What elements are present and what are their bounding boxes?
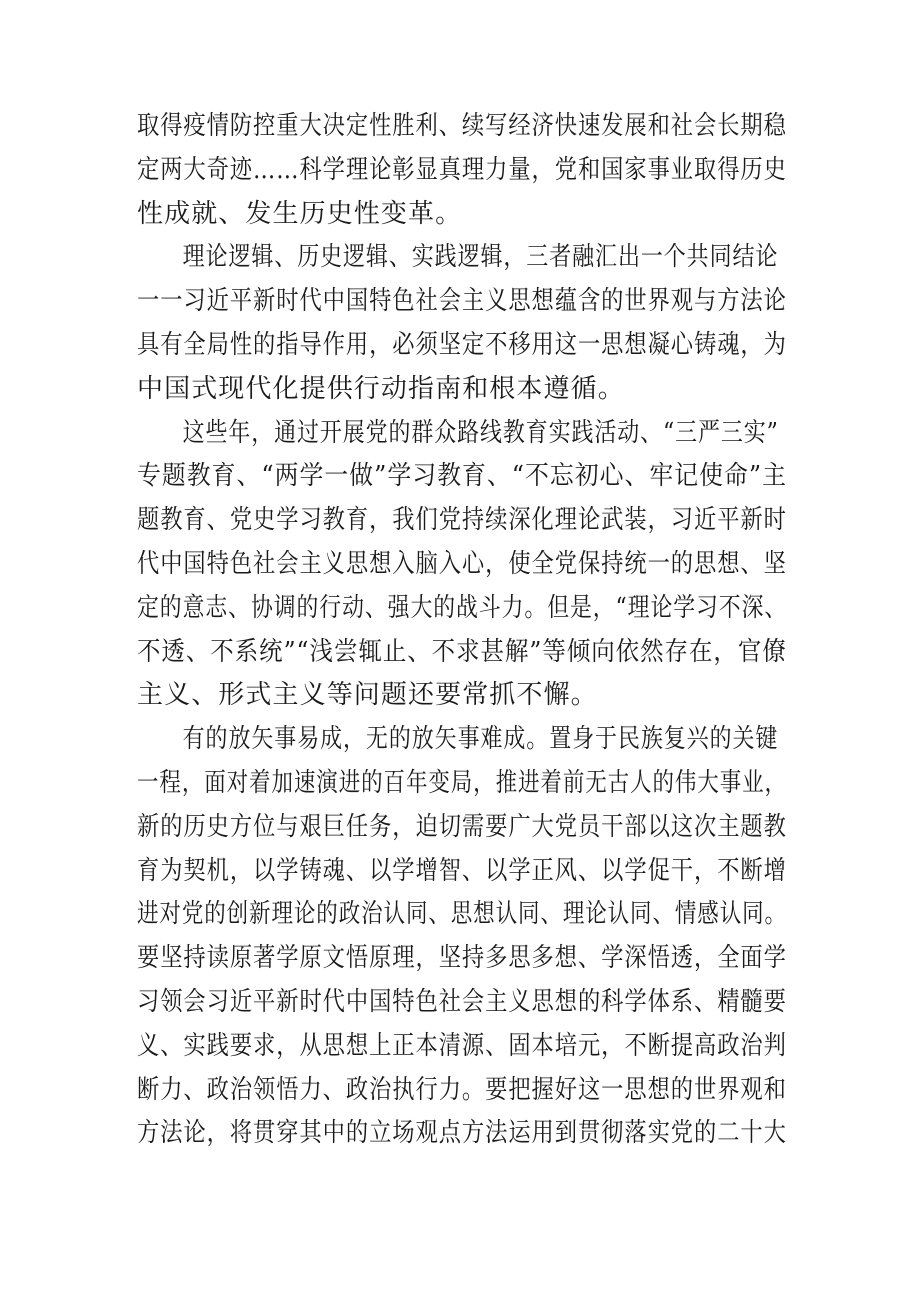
text-line: 进对党的创新理论的政治认同、思想认同、理论认同、情感认同。 (137, 899, 787, 930)
text-line: 性成就、发生历史性变革。 (137, 198, 463, 229)
text-line: 方法论，将贯穿其中的立场观点方法运用到贯彻落实党的二十大 (137, 1118, 787, 1149)
text-line: 专题教育、“两学一做”学习教育、“不忘初心、牢记使命”主 (137, 461, 787, 492)
text-line: 取得疫情防控重大决定性胜利、续写经济快速发展和社会长期稳 (137, 111, 787, 141)
text-line: 具有全局性的指导作用，必须坚定不移用这一思想凝心铸魂，为 (137, 329, 787, 360)
text-line: 义、实践要求，从思想上正本清源、固本培元，不断提高政治判 (137, 1030, 787, 1061)
text-line: 定两大奇迹……科学理论彰显真理力量，党和国家事业取得历史 (137, 154, 787, 185)
text-line: 代中国特色社会主义思想入脑入心，使全党保持统一的思想、坚 (137, 548, 787, 579)
text-line: 定的意志、协调的行动、强大的战斗力。但是，“理论学习不深、 (137, 592, 788, 623)
paragraph-first-line: 这些年，通过开展党的群众路线教育实践活动、“三严三实” (182, 417, 779, 448)
text-line: 主义、形式主义等问题还要常抓不懈。 (137, 680, 598, 711)
paragraph-first-line: 理论逻辑、历史逻辑、实践逻辑，三者融汇出一个共同结论 (182, 242, 779, 273)
paragraph-first-line: 有的放矢事易成，无的放矢事难成。置身于民族复兴的关键 (182, 724, 779, 755)
text-line: 一程，面对着加速演进的百年变局，推进着前无古人的伟大事业， (137, 767, 787, 798)
text-line: 新的历史方位与艰巨任务，迫切需要广大党员干部以这次主题教 (137, 811, 787, 842)
body-text (137, 105, 787, 1156)
text-line: 一一习近平新时代中国特色社会主义思想蕴含的世界观与方法论 (137, 286, 787, 317)
text-line: 不透、不系统”“浅尝辄止、不求甚解”等倾向依然存在，官僚 (137, 636, 787, 667)
text-line: 要坚持读原著学原文悟原理，坚持多思多想、学深悟透，全面学 (137, 943, 787, 974)
text-line: 习领会习近平新时代中国特色社会主义思想的科学体系、精髓要 (137, 986, 787, 1017)
text-line: 育为契机，以学铸魂、以学增智、以学正风、以学促干，不断增 (137, 855, 787, 886)
text-line: 题教育、党史学习教育，我们党持续深化理论武装，习近平新时 (137, 505, 787, 536)
text-line: 断力、政治领悟力、政治执行力。要把握好这一思想的世界观和 (137, 1074, 787, 1105)
text-line: 中国式现代化提供行动指南和根本遵循。 (137, 373, 625, 404)
